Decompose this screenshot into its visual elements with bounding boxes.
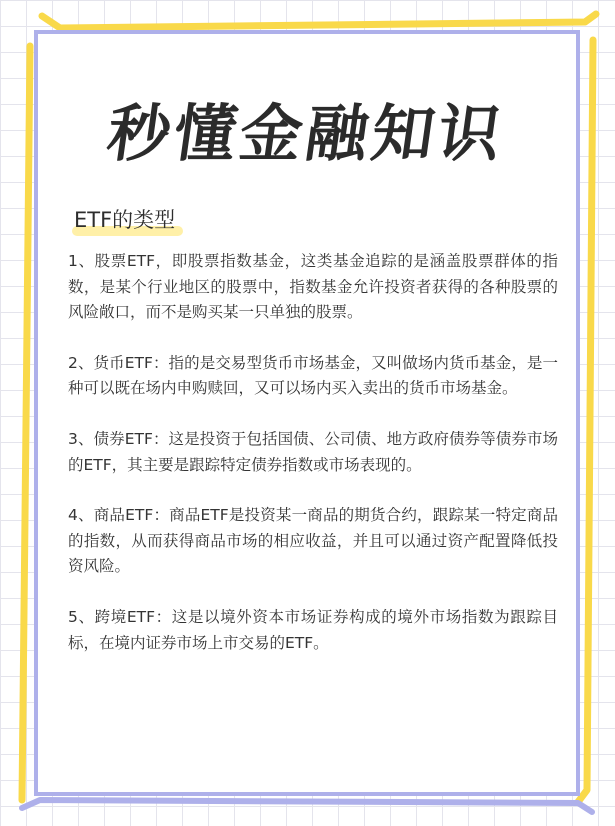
section-heading-text: ETF的类型 xyxy=(74,208,176,232)
page-title: 秒懂金融知识 xyxy=(103,97,510,170)
yellow-stroke-left xyxy=(22,46,30,800)
paragraph-commodity-etf: 4、商品ETF：商品ETF是投资某一商品的期货合约，跟踪某一特定商品的指数，从而获得商品市场的相应收益，并且可以通过资产配置降低投资风险。 xyxy=(68,506,558,576)
purple-stroke-bottom xyxy=(22,800,592,812)
paragraph-stock-etf: 1、股票ETF，即股票指数基金，这类基金追踪的是涵盖股票群体的指数，是某个行业地区的股票中，指数基金允许投资者获得的各种股票的风险敞口，而不是购买某一只单独的股票。 xyxy=(68,252,558,322)
section-heading xyxy=(74,204,175,234)
content-card xyxy=(34,30,580,796)
paragraph-money-etf: 2、货币ETF：指的是交易型货币市场基金，又叫做场内货币基金，是一种可以既在场内申购赎回，又可以场内买入卖出的货币市场基金。 xyxy=(68,353,558,398)
yellow-stroke-top xyxy=(42,14,596,28)
article-body xyxy=(68,249,558,681)
paragraph-crossborder-etf: 5、跨境ETF：这是以境外资本市场证券构成的境外市场指数为跟踪目标，在境内证券市场上市交易的ETF。 xyxy=(68,607,558,652)
paragraph-bond-etf: 3、债券ETF：这是投资于包括国债、公司债、地方政府债券等债券市场的ETF，其主要是跟踪特定债券指数或市场表现的。 xyxy=(68,429,558,474)
yellow-stroke-right xyxy=(578,40,593,802)
